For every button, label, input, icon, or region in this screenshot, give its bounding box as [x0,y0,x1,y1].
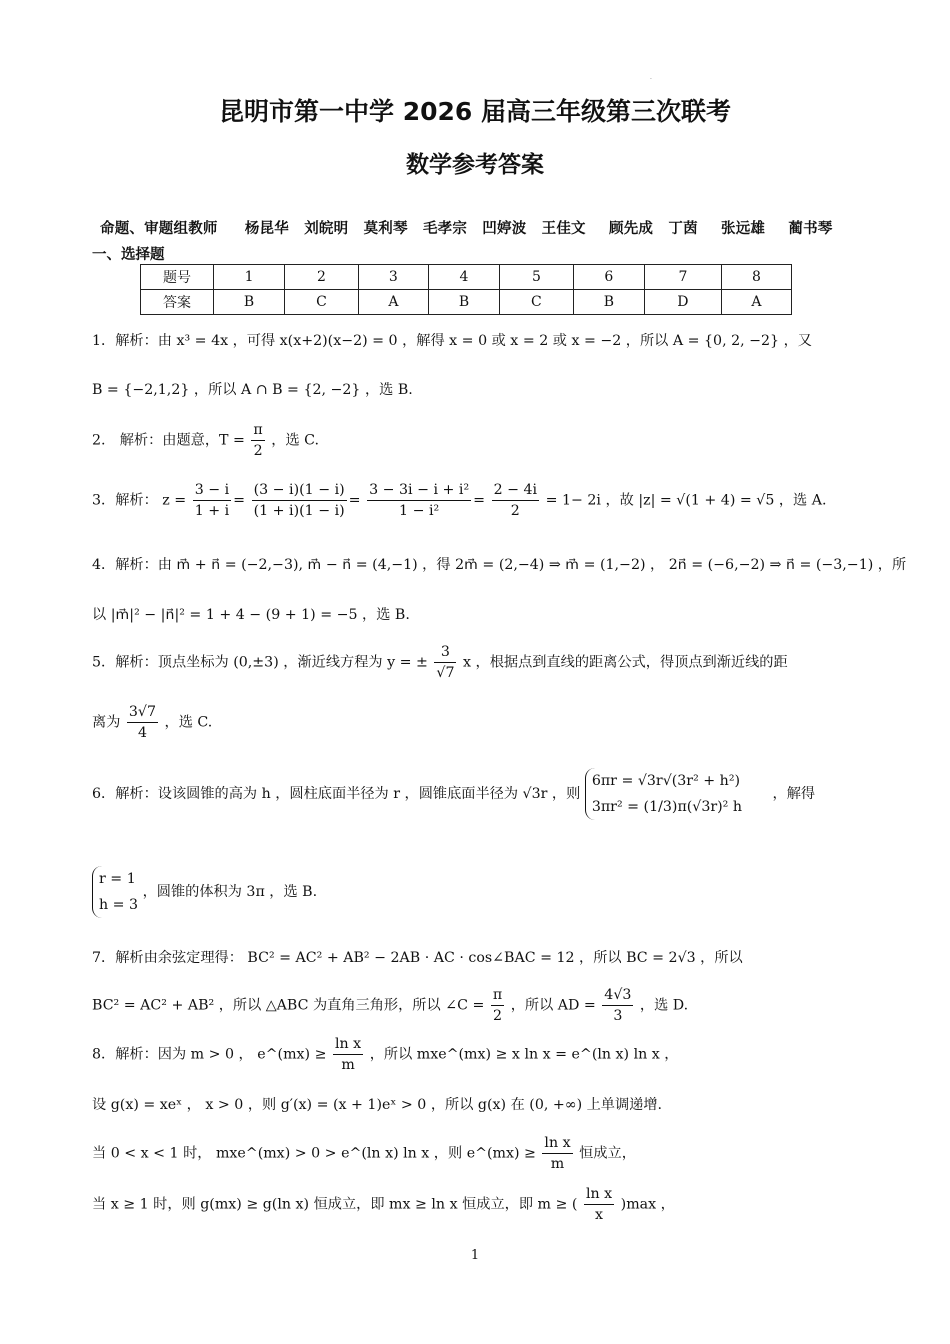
denominator: 2 [510,503,520,519]
table-cell: 4 [428,265,499,290]
fraction [127,702,158,743]
solution-1-line-1: 1．解析：由 x³ = 4x ，可得 x(x+2)(x−2) = 0 ，解得 x = 0 或 x = 2 或 x = −2 ，所以 A = {0, 2, −2} ，又 [92,333,812,349]
fraction [251,420,264,461]
solution-8-line-4 [92,1184,675,1225]
table-cell: 2 [285,265,359,290]
team-member: 凹婷波 [482,221,527,237]
text: ，选 C. [164,714,213,731]
fraction [367,480,471,521]
text: 5．解析：顶点坐标为 (0,±3) ，渐近线方程为 y = ± [92,654,428,671]
text: ，选 D. [639,997,689,1014]
text: )max [620,1196,657,1213]
team-member: 杨昆华 [244,221,289,237]
denominator: 1 + i [194,503,230,519]
solution-7-line-1: 7．解析由余弦定理得： BC² = AC² + AB² − 2AB · AC · cos∠BAC = 12 ，所以 BC = 2√3 ，所以 [92,950,743,966]
equation: 3πr² = (1/3)π(√3r)² h [591,799,743,815]
numerator: ln x [333,1034,363,1055]
numerator: ln x [584,1184,614,1205]
fraction [584,1184,614,1225]
table-cell: B [428,290,499,315]
text: 8．解析：因为 m > 0 ， e^(mx) ≥ [92,1046,327,1063]
text: 恒成立， [579,1145,636,1162]
equation-system [92,866,138,918]
table-cell: D [644,290,721,315]
equation: h = 3 [99,897,139,913]
numerator: 3√7 [127,702,158,723]
table-cell: 3 [358,265,428,290]
team-member: 莫利琴 [363,221,408,237]
equation-system [585,768,742,820]
solution-8-line-3 [92,1133,636,1174]
solution-7-line-2 [92,985,688,1026]
table-cell: C [285,290,359,315]
denominator: 1 − i² [399,503,440,519]
fraction [252,480,347,521]
table-cell: C [500,290,574,315]
page-number: 1 [470,1248,480,1263]
numerator: 4√3 [602,985,633,1006]
fraction [542,1133,572,1174]
numerator: 2 − 4i [492,480,540,501]
solution-4-line-1: 4．解析：由 m⃗ + n⃗ = (−2,−3), m⃗ − n⃗ = (4,−1) ，得 2m⃗ = (2,−4) ⇒ m⃗ = (1,−2) ， 2n⃗ = (−6,−2) ⇒ n⃗ = (−3,−1) ，所 [92,557,907,573]
text: x ，根据点到直线的距离公式，得顶点到渐近线的距 [463,654,788,671]
solution-1-line-2: B = {−2,1,2} ，所以 A ∩ B = {2, −2} ，选 B. [92,382,413,398]
table-cell: 1 [214,265,285,290]
table-cell: 8 [721,265,791,290]
solution-2 [92,420,319,461]
denominator: m [341,1057,355,1073]
denominator: (1 + i)(1 − i) [253,503,345,519]
text: ， [660,1196,675,1213]
table-cell: B [573,290,644,315]
fraction [333,1034,363,1075]
team-member: 顾先成 [609,221,654,237]
table-cell: B [214,290,285,315]
equation: 6πr = √3r√(3r² + h²) [591,773,741,789]
text: = 1− 2i ，故 |z| = √(1 + 4) = √5 ，选 A. [545,492,827,509]
answer-table [140,264,792,315]
numerator: (3 − i)(1 − i) [252,480,347,501]
text: ，选 C. [271,432,320,449]
denominator: 2 [253,443,263,459]
text: 离为 [92,714,121,731]
numerator: 3 − 3i − i + i² [367,480,471,501]
text: 当 0 < x < 1 时， mxe^(mx) > 0 > e^(ln x) ln x ，则 e^(mx) ≥ [92,1145,536,1162]
numerator: 3 [434,642,456,663]
team-member: 毛孝宗 [422,221,468,237]
solution-4-line-2: 以 |m⃗|² − |n⃗|² = 1 + 4 − (9 + 1) = −5 ，选 B. [92,607,410,623]
numerator: ln x [542,1133,572,1154]
equation: r = 1 [99,871,136,887]
denominator: x [595,1207,604,1223]
numerator: π [251,420,264,441]
numerator: π [491,985,504,1006]
denominator: m [550,1156,565,1172]
team-member: 刘皖明 [304,221,349,237]
text: 6．解析：设该圆锥的高为 h ，圆柱底面半径为 r ，圆锥底面半径为 √3r ，则 [92,786,581,802]
table-header-cell: 答案 [141,290,214,315]
fraction [602,985,633,1026]
text: 3．解析： z = [92,492,187,509]
table-cell: 6 [573,265,644,290]
solution-5-line-2 [92,702,212,743]
table-cell: A [721,290,791,315]
team-member: 丁茵 [668,221,698,237]
team-label: 命题、审题组教师 [100,221,218,237]
denominator: 4 [137,725,147,741]
solution-8-line-1 [92,1034,678,1075]
solution-3: 3．解析： z = $\frac{3 - i}{1 + i}$ = $\frac{(3 - i)(1 - i)}{(1 + i)(1 - i)}$ = $\frac{\text{3 − 3i − i + i²}}{\text{1 − i²}}$ = $\frac{2 - 4i}{2}$ = 1− 2i ，故 |z| = √(1 + 4) = √5 ，选 A. [92,482,827,519]
team-member: 张远雄 [721,221,766,237]
denominator: 3 [613,1008,623,1024]
section-heading: 一、选择题 [92,247,165,263]
text: BC² = AC² + AB² ，所以 △ABC 为直角三角形，所以 ∠C = [92,997,485,1014]
solution-6-line-1 [92,768,862,820]
page-subtitle: 数学参考答案 [406,152,544,178]
text: ，所以 AD = [510,997,596,1014]
table-cell: 7 [644,265,721,290]
solution-8-line-2: 设 g(x) = xeˣ ， x > 0 ，则 g′(x) = (x + 1)eˣ > 0 ，所以 g(x) 在 (0, +∞) 上单调递增. [92,1097,663,1113]
solution-5-line-1 [92,642,788,683]
table-row [141,265,792,290]
denominator: √7 [436,665,455,681]
fraction [434,642,456,683]
fraction [492,480,540,521]
table-cell: 5 [500,265,574,290]
corner-mark: · [650,76,652,83]
page-title: 昆明市第一中学 2026 届高三年级第三次联考 [219,97,731,126]
fraction [491,985,504,1026]
solution-6-line-2 [92,866,317,918]
text: 当 x ≥ 1 时，则 g(mx) ≥ g(ln x) 恒成立，即 mx ≥ ln x 恒成立，即 m ≥ ( [92,1196,578,1213]
table-cell: A [358,290,428,315]
team-member: 王佳文 [541,221,586,237]
text: 2. 解析：由题意，T = [92,432,245,449]
text: ，所以 mxe^(mx) ≥ x ln x = e^(ln x) ln x ， [369,1046,679,1063]
text: ，解得 [772,786,816,802]
text: ，圆锥的体积为 3π ，选 B. [142,884,318,900]
team-line [100,217,843,238]
denominator: 2 [492,1008,503,1024]
table-header-cell: 题号 [141,265,214,290]
fraction [193,480,231,521]
team-member: 蔺书琴 [788,221,833,237]
numerator: 3 − i [193,480,231,501]
table-row [141,290,792,315]
